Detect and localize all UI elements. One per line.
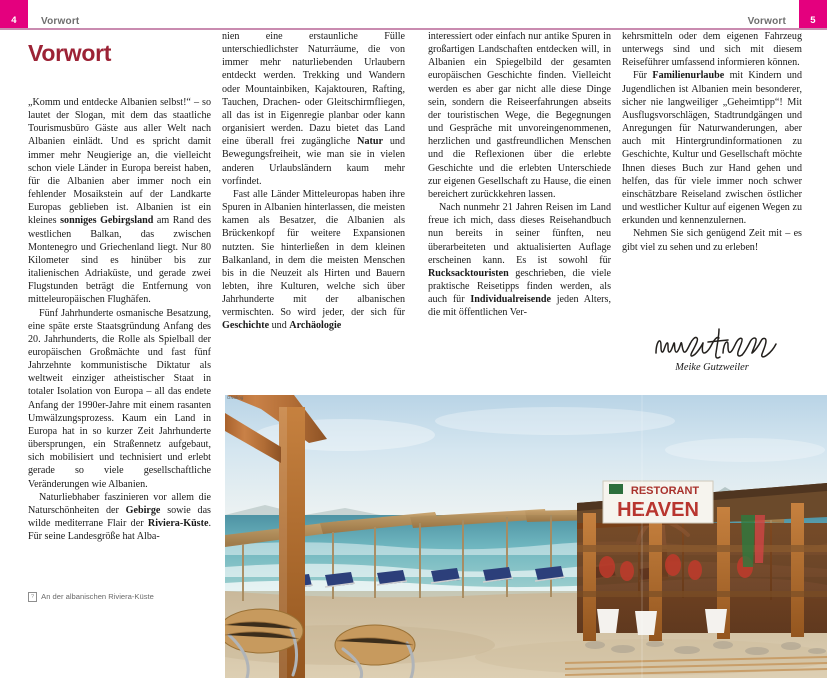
emphasis-text: Archäologie: [289, 320, 342, 332]
emphasis-text: sonniges Gebirgsland: [60, 215, 154, 227]
emphasis-text: Gebirge: [125, 504, 161, 516]
emphasis-text: Geschichte: [222, 320, 270, 332]
paragraph-text: „Komm und entdecke Albanien selbst!“ – so lautet der Slogan, mit dem das staatliche Tourismusbüro Gäste aus aller Welt nach Albanien einlädt. Und es spricht damit immer mehr Neugierige an, die vielleicht schon viele Länder in Europa bereist haben, für die Albanien aber immer noch ein fehlender Mosaikstein auf der Landkarte Europas geblieben ist. Albanien ist ein kleines: [28, 97, 211, 227]
paragraph: [28, 491, 211, 544]
emphasis-text: Natur: [357, 136, 383, 148]
paragraph: [222, 188, 405, 333]
folio-number-right: 5: [810, 15, 816, 26]
paragraph-text: . Für seine Landesgröße hat Alba-: [28, 518, 211, 543]
handwritten-signature-icon: [622, 326, 802, 362]
paragraph: [28, 96, 211, 307]
paragraph-text: mit Kindern und Jugendlichen ist Albanien mein besonderer, sicher nie langweiliger „Geheimtipp“! Mit Ausflugsvorschlägen, Stadtrundgängen und Anregungen für Naturwanderungen, aber auch mit Hintergrundinformationen zu Geschichte, Kultur und Gesellschaft möchte Ihnen dieses Buch zur Hand gehen und helfen, das für viele immer noch schwer einschätzbare Reiseland zwischen östlicher und westlicher Kultur auf eigenen Wegen zu erkunden und kennenzulernen.: [622, 70, 803, 227]
folio-tab-right: [799, 0, 827, 30]
signature-name: Meike Gutzweiler: [675, 362, 749, 373]
paragraph-text: am Rand des westlichen Balkan, das zwischen Montenegro und Griechenland liegt. Nur 80 Kilometer sind es hinüber bis zur italienischen Adriaküste, und gerade zwei Flugstunden beträgt die Entfernung von mitteleuropäischen Flughäfen.: [28, 215, 211, 306]
text-column-3: [428, 30, 611, 319]
folio-tab-left: [0, 0, 28, 30]
text-column-4: [622, 30, 802, 254]
paragraph-text: Für: [633, 70, 653, 82]
restaurant-sign-line1: RESTORANT: [630, 485, 700, 497]
paragraph: Nehmen Sie sich genügend Zeit mit – es gibt viel zu sehen und zu erleben!: [622, 228, 802, 253]
paragraph: interessiert oder einfach nur antike Spuren in großartigen Landschaften entdecken will, in Albanien ein Spiegelbild der gesamten europäischen Geschichte finden. Vielleicht werden es aber gar nicht alle diese Dinge sein, sondern die Reiseerfahrungen abseits der touristischen Wege, die Begegnungen und Gespräche mit unvoreingenommenen, herzlichen und gastfreundlichen Menschen und die Reflexionen über die erlebte Geschichte und die erlebten Unterschiede zur eigenen Gesellschaft zu Hause, die einen bereichert zurückkehren lassen.: [428, 31, 611, 200]
paragraph: [222, 30, 405, 188]
running-title-right: Vorwort: [747, 16, 786, 27]
restaurant-sign-line2: HEAVEN: [617, 499, 699, 521]
beach-photograph: [225, 395, 827, 678]
paragraph-text: Fast alle Länder Mitteleuropas haben ihre Spuren in Albanien hinterlassen, die meisten kamen als Besatzer, die Albanien als Brückenkopf für weitere Expansionen nutzten. Sie hinterließen in dem kleinen Balkanland, in dem die meisten Menschen bis in die Neuzeit als Hirten und Bauern lebten, ihre Kulturen, welche sich über Jahrhunderte mit der albanischen vermischten. So wird jeder, der sich für: [222, 188, 405, 319]
paragraph: [428, 201, 611, 319]
paragraph-text: und: [269, 320, 290, 332]
paragraph-text: und Bewegungsfreiheit, wie man sie in vielen anderen Urlaubsländern kaum mehr vorfindet.: [222, 136, 405, 187]
emphasis-text: Riviera-Küste: [147, 518, 209, 529]
paragraph-text: sowie das wilde mediterrane Flair der: [28, 504, 211, 529]
running-title-left: Vorwort: [41, 16, 80, 27]
paragraph-text: Nach nunmehr 21 Jahren Reisen im Land freue ich mich, dass dieses Reisehandbuch nun bereits in seiner fünften, neu überarbeiteten und aktualisierten Auflage erscheinen kann. Es ist sowohl für: [428, 202, 611, 266]
paragraph: [622, 69, 802, 227]
emphasis-text: Familienurlaube: [652, 70, 725, 82]
text-column-1: [28, 30, 211, 543]
paragraph-text: nien eine erstaunliche Fülle unterschiedlichster Naturräume, die von immer mehr naturliebenden Urlaubern entdeckt werden. Trekking und Wandern oder Mountainbiken, Kajaktouren, Rafting, Tauchen, Drachen- oder Gleitschirmfliegen, all das ist in Eigenregie planbar oder kann organisiert werden. Dazu bietet das Land eine überall frei zugängliche: [222, 31, 405, 148]
text-column-2: [222, 30, 405, 333]
figure-caption: [28, 591, 213, 602]
paragraph-text: geschrieben, die viele praktische Reisetipps finden werden, als auch für: [428, 267, 611, 306]
paragraph: kehrsmitteln oder dem eigenen Fahrzeug unterwegs sind und sich mit diesem Reiseführer umfassend informieren können.: [622, 31, 802, 69]
figure-marker-icon: ?: [28, 592, 37, 602]
folio-number-left: 4: [11, 15, 17, 26]
page-title: Vorwort: [28, 40, 112, 66]
paragraph-text: Naturliebhaber faszinieren vor allem die Naturschönheiten der: [28, 491, 211, 516]
emphasis-text: Individualreisende: [470, 294, 551, 306]
photo-illustration: [225, 395, 827, 678]
paragraph: Fünf Jahrhunderte osmanische Besatzung, eine späte erste Staatsgründung Anfang des 20. Jahrhunderts, die Rolle als Spielball der europäischen Großmächte und fast fünf Jahrzehnte kommunistische Diktatur als weltweit einziger atheistischer Staat in totaler Isolation von Europa – all das endete Anfang der 1990er-Jahre mit einem rasanten Umwälzungsprozess. Kaum ein Land in Europa hat in so kurzer Zeit Jahrhunderte übersprungen, ein Straßennetz aufgebaut, sich mobilisiert und technisiert und erlebt gerade so viele gesellschaftliche Veränderungen wie Albanien.: [28, 307, 211, 490]
figure-caption-text: An der albanischen Riviera-Küste: [41, 592, 154, 601]
signature-block: [622, 326, 802, 373]
paragraph-text: jeden Alters, die mit öffentlichen Ver-: [428, 294, 611, 319]
running-header: [0, 0, 827, 30]
page-body: [0, 30, 827, 648]
photo-credit: ONoling: [227, 395, 244, 400]
emphasis-text: Rucksacktouristen: [428, 267, 509, 279]
